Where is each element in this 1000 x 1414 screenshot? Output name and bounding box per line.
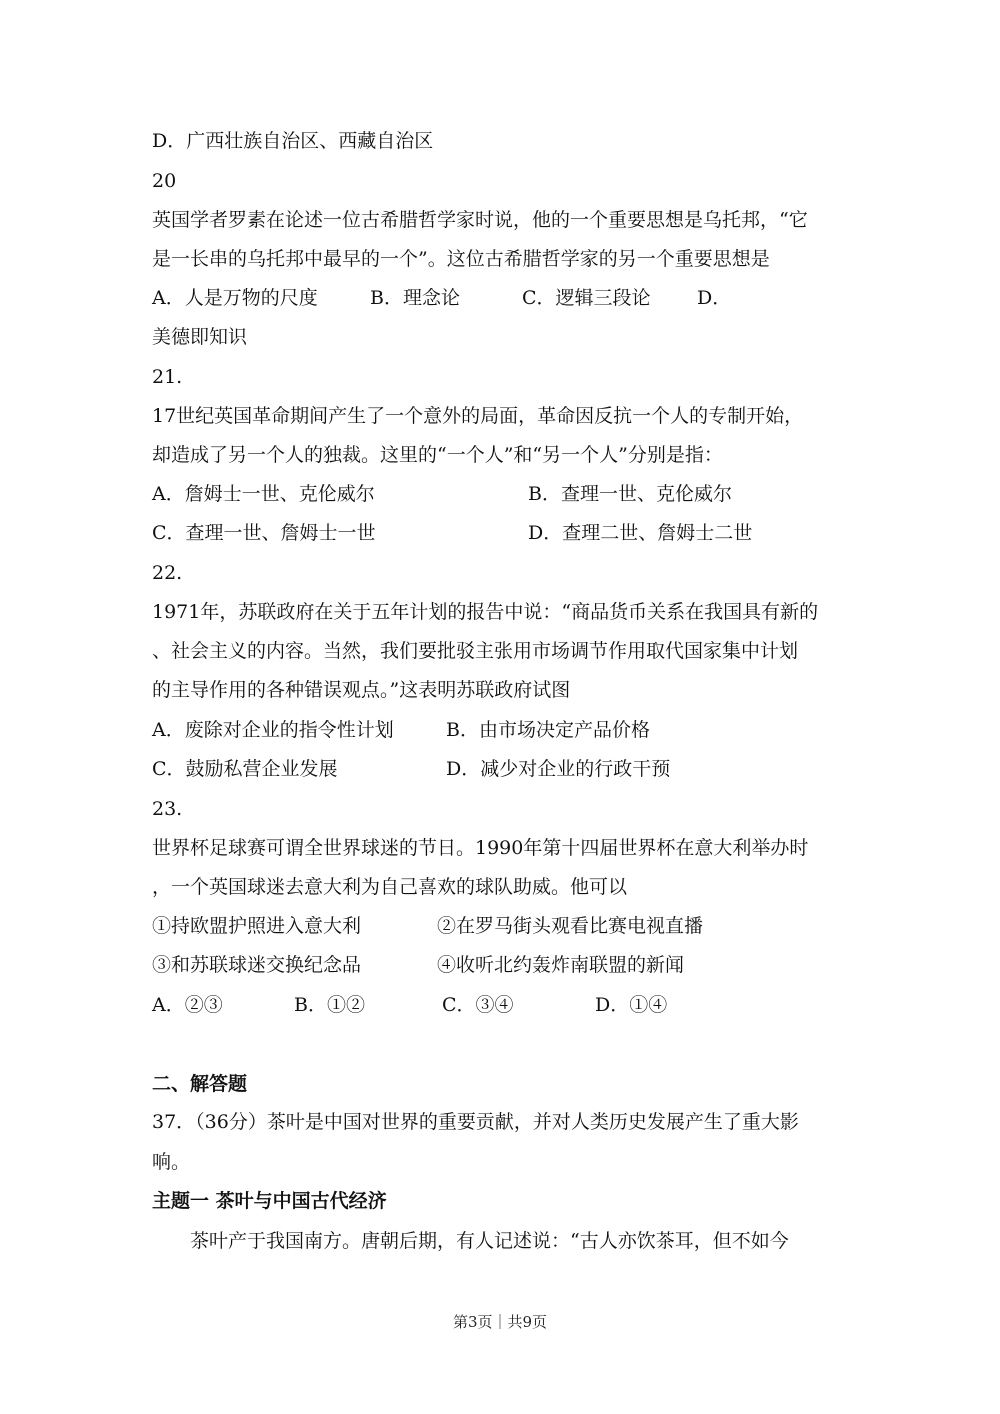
section2-title: 二、解答题 xyxy=(152,1073,248,1095)
q23-stem-line1: 世界杯足球赛可谓全世界球迷的节日。1990年第十四届世界杯在意大利举办时 xyxy=(152,837,809,859)
q22-option-d: D．减少对企业的行政干预 xyxy=(446,758,671,780)
q23-option-c: C．③④ xyxy=(442,994,514,1016)
q23-option-d: D．①④ xyxy=(595,994,668,1016)
q20-number: 20 xyxy=(152,170,177,192)
q23-number: 23. xyxy=(152,798,183,820)
q22-option-a: A．废除对企业的指令性计划 xyxy=(152,719,394,741)
q21-option-d: D．查理二世、詹姆士二世 xyxy=(528,522,753,544)
q22-option-c: C．鼓励私营企业发展 xyxy=(152,758,338,780)
q22-stem-line2: 、社会主义的内容。当然，我们要批驳主张用市场调节作用取代国家集中计划 xyxy=(152,640,799,662)
q23-stem-line2: ，一个英国球迷去意大利为自己喜欢的球队助威。他可以 xyxy=(152,876,628,898)
q23-item-2: ②在罗马街头观看比赛电视直播 xyxy=(437,915,704,937)
q20-option-d-text: 美德即知识 xyxy=(152,326,248,348)
q37-line1: 37．（36分）茶叶是中国对世界的重要贡献，并对人类历史发展产生了重大影 xyxy=(152,1111,799,1133)
q21-option-a: A．詹姆士一世、克伦威尔 xyxy=(152,483,375,505)
q23-item-3: ③和苏联球迷交换纪念品 xyxy=(152,954,362,976)
q20-option-a: A．人是万物的尺度 xyxy=(152,287,318,309)
q21-stem-line2: 却造成了另一个人的独裁。这里的“一个人”和“另一个人”分别是指： xyxy=(152,444,723,466)
q20-option-c: C．逻辑三段论 xyxy=(522,287,651,309)
q19-option-d: D．广西壮族自治区、西藏自治区 xyxy=(152,130,434,152)
theme1-line1: 茶叶产于我国南方。唐朝后期，有人记述说：“古人亦饮茶耳，但不如今 xyxy=(190,1230,789,1252)
q21-option-b: B．查理一世、克伦威尔 xyxy=(528,483,732,505)
q23-option-a: A．②③ xyxy=(152,994,223,1016)
q21-stem-line1: 17世纪英国革命期间产生了一个意外的局面，革命因反抗一个人的专制开始， xyxy=(152,405,804,427)
q22-option-b: B．由市场决定产品价格 xyxy=(446,719,650,741)
q21-option-c: C．查理一世、詹姆士一世 xyxy=(152,522,376,544)
q22-stem-line1: 1971年，苏联政府在关于五年计划的报告中说：“商品货币关系在我国具有新的 xyxy=(152,601,819,623)
q20-stem-line2: 是一长串的乌托邦中最早的一个”。这位古希腊哲学家的另一个重要思想是 xyxy=(152,248,770,270)
q23-item-4: ④收听北约轰炸南联盟的新闻 xyxy=(437,954,685,976)
page-footer: 第3页｜共9页 xyxy=(452,1313,548,1331)
q20-option-b: B．理念论 xyxy=(370,287,460,309)
q23-option-b: B．①② xyxy=(294,994,365,1016)
q20-stem-line1: 英国学者罗素在论述一位古希腊哲学家时说，他的一个重要思想是乌托邦，“它 xyxy=(152,209,808,231)
q22-stem-line3: 的主导作用的各种错误观点。”这表明苏联政府试图 xyxy=(152,679,571,701)
q23-item-1: ①持欧盟护照进入意大利 xyxy=(152,915,362,937)
q37-line2: 响。 xyxy=(152,1151,191,1173)
q21-number: 21. xyxy=(152,366,183,388)
theme1-title: 主题一 茶叶与中国古代经济 xyxy=(152,1190,387,1212)
q22-number: 22. xyxy=(152,562,183,584)
q20-option-d-label: D． xyxy=(697,287,732,309)
